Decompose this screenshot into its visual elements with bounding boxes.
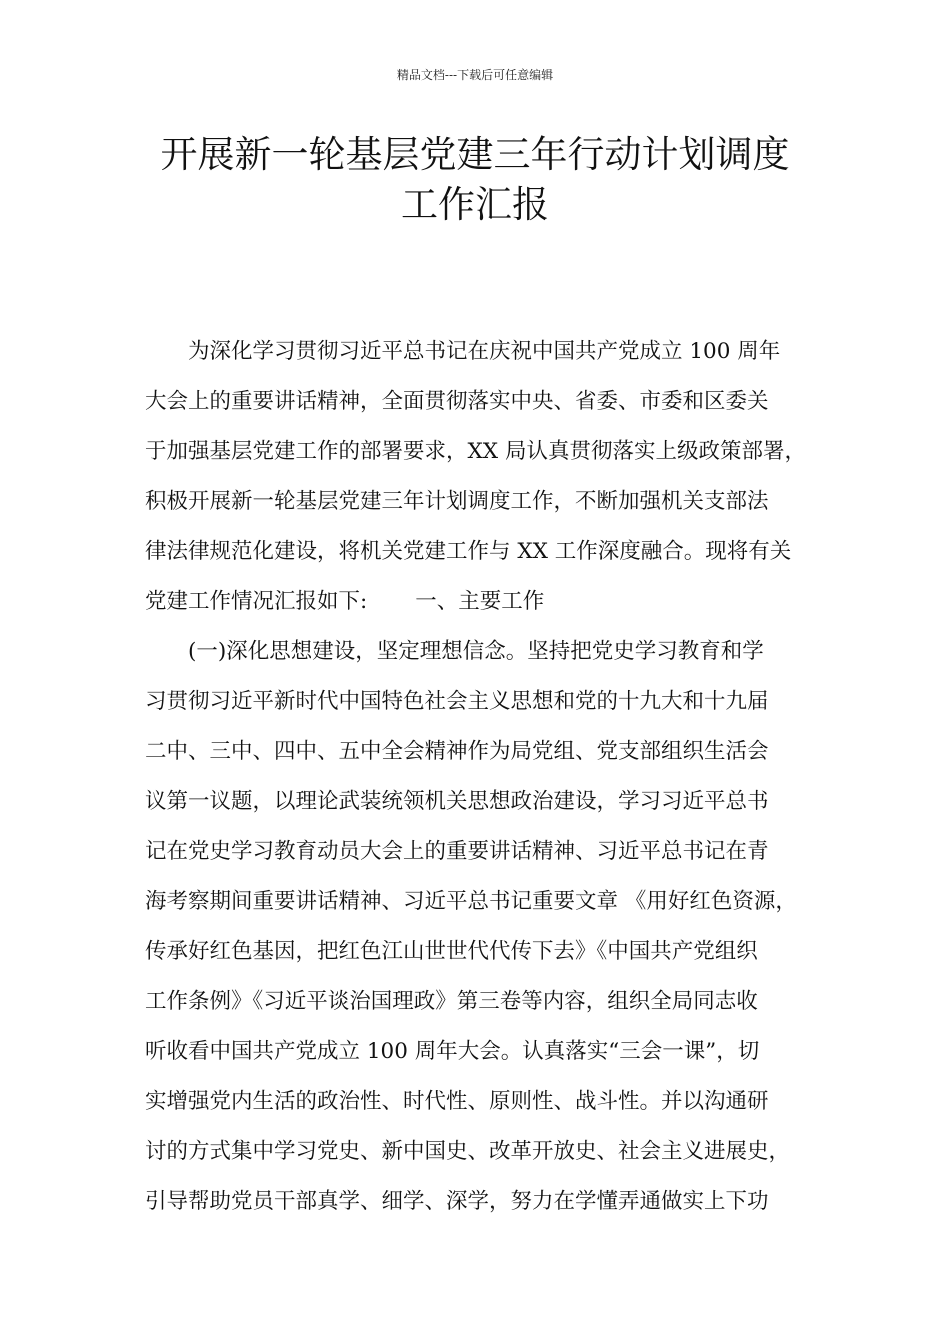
text-line: 工作条例》《习近平谈治国理政》第三卷等内容，组织全局同志收 — [145, 989, 758, 1014]
text-line: 讨的方式集中学习党史、新中国史、改革开放史、社会主义进展史， — [145, 1139, 791, 1164]
text-line: 积极开展新一轮基层党建三年计划调度工作，不断加强机关支部法 — [145, 489, 769, 514]
text-line: 海考察期间重要讲话精神、习近平总书记重要文章 《用好红色资源， — [145, 889, 797, 914]
text-line: 为深化学习贯彻习近平总书记在庆祝中国共产党成立 100 周年 — [188, 339, 781, 364]
title-line-2: 工作汇报 — [401, 183, 549, 226]
header-note: 精品文档---下载后可任意编辑 — [396, 68, 554, 82]
text-line: 于加强基层党建工作的部署要求，XX 局认真贯彻落实上级政策部署， — [145, 439, 806, 464]
text-line: 记在党史学习教育动员大会上的重要讲话精神、习近平总书记在青 — [145, 839, 769, 864]
text-line: 大会上的重要讲话精神，全面贯彻落实中央、省委、市委和区委关 — [145, 389, 769, 414]
text-line: 引导帮助党员干部真学、细学、深学，努力在学懂弄通做实上下功 — [145, 1189, 769, 1214]
text-line: 听收看中国共产党成立 100 周年大会。认真落实“三会一课”，切 — [145, 1039, 760, 1064]
text-line: 传承好红色基因，把红色江山世世代代传下去》《中国共产党组织 — [145, 939, 758, 964]
title-line-1: 开展新一轮基层党建三年行动计划调度 — [160, 133, 790, 176]
text-line: 习贯彻习近平新时代中国特色社会主义思想和党的十九大和十九届 — [145, 689, 769, 714]
section-heading: 一、主要工作 — [415, 589, 545, 614]
paragraph-section-1-1 — [145, 635, 815, 1235]
text-line: 党建工作情况汇报如下: — [145, 589, 368, 614]
paragraph-intro — [145, 335, 815, 635]
text-line-with-heading — [145, 585, 815, 635]
document-title — [140, 130, 810, 230]
text-line: (一)深化思想建设，坚定理想信念。坚持把党史学习教育和学 — [188, 639, 764, 664]
text-line: 议第一议题，以理论武装统领机关思想政治建设，学习习近平总书 — [145, 789, 769, 814]
text-line: 二中、三中、四中、五中全会精神作为局党组、党支部组织生活会 — [145, 739, 769, 764]
text-line: 律法律规范化建设，将机关党建工作与 XX 工作深度融合。现将有关 — [145, 539, 792, 564]
text-line: 实增强党内生活的政治性、时代性、原则性、战斗性。并以沟通研 — [145, 1089, 769, 1114]
document-body — [145, 335, 815, 1235]
